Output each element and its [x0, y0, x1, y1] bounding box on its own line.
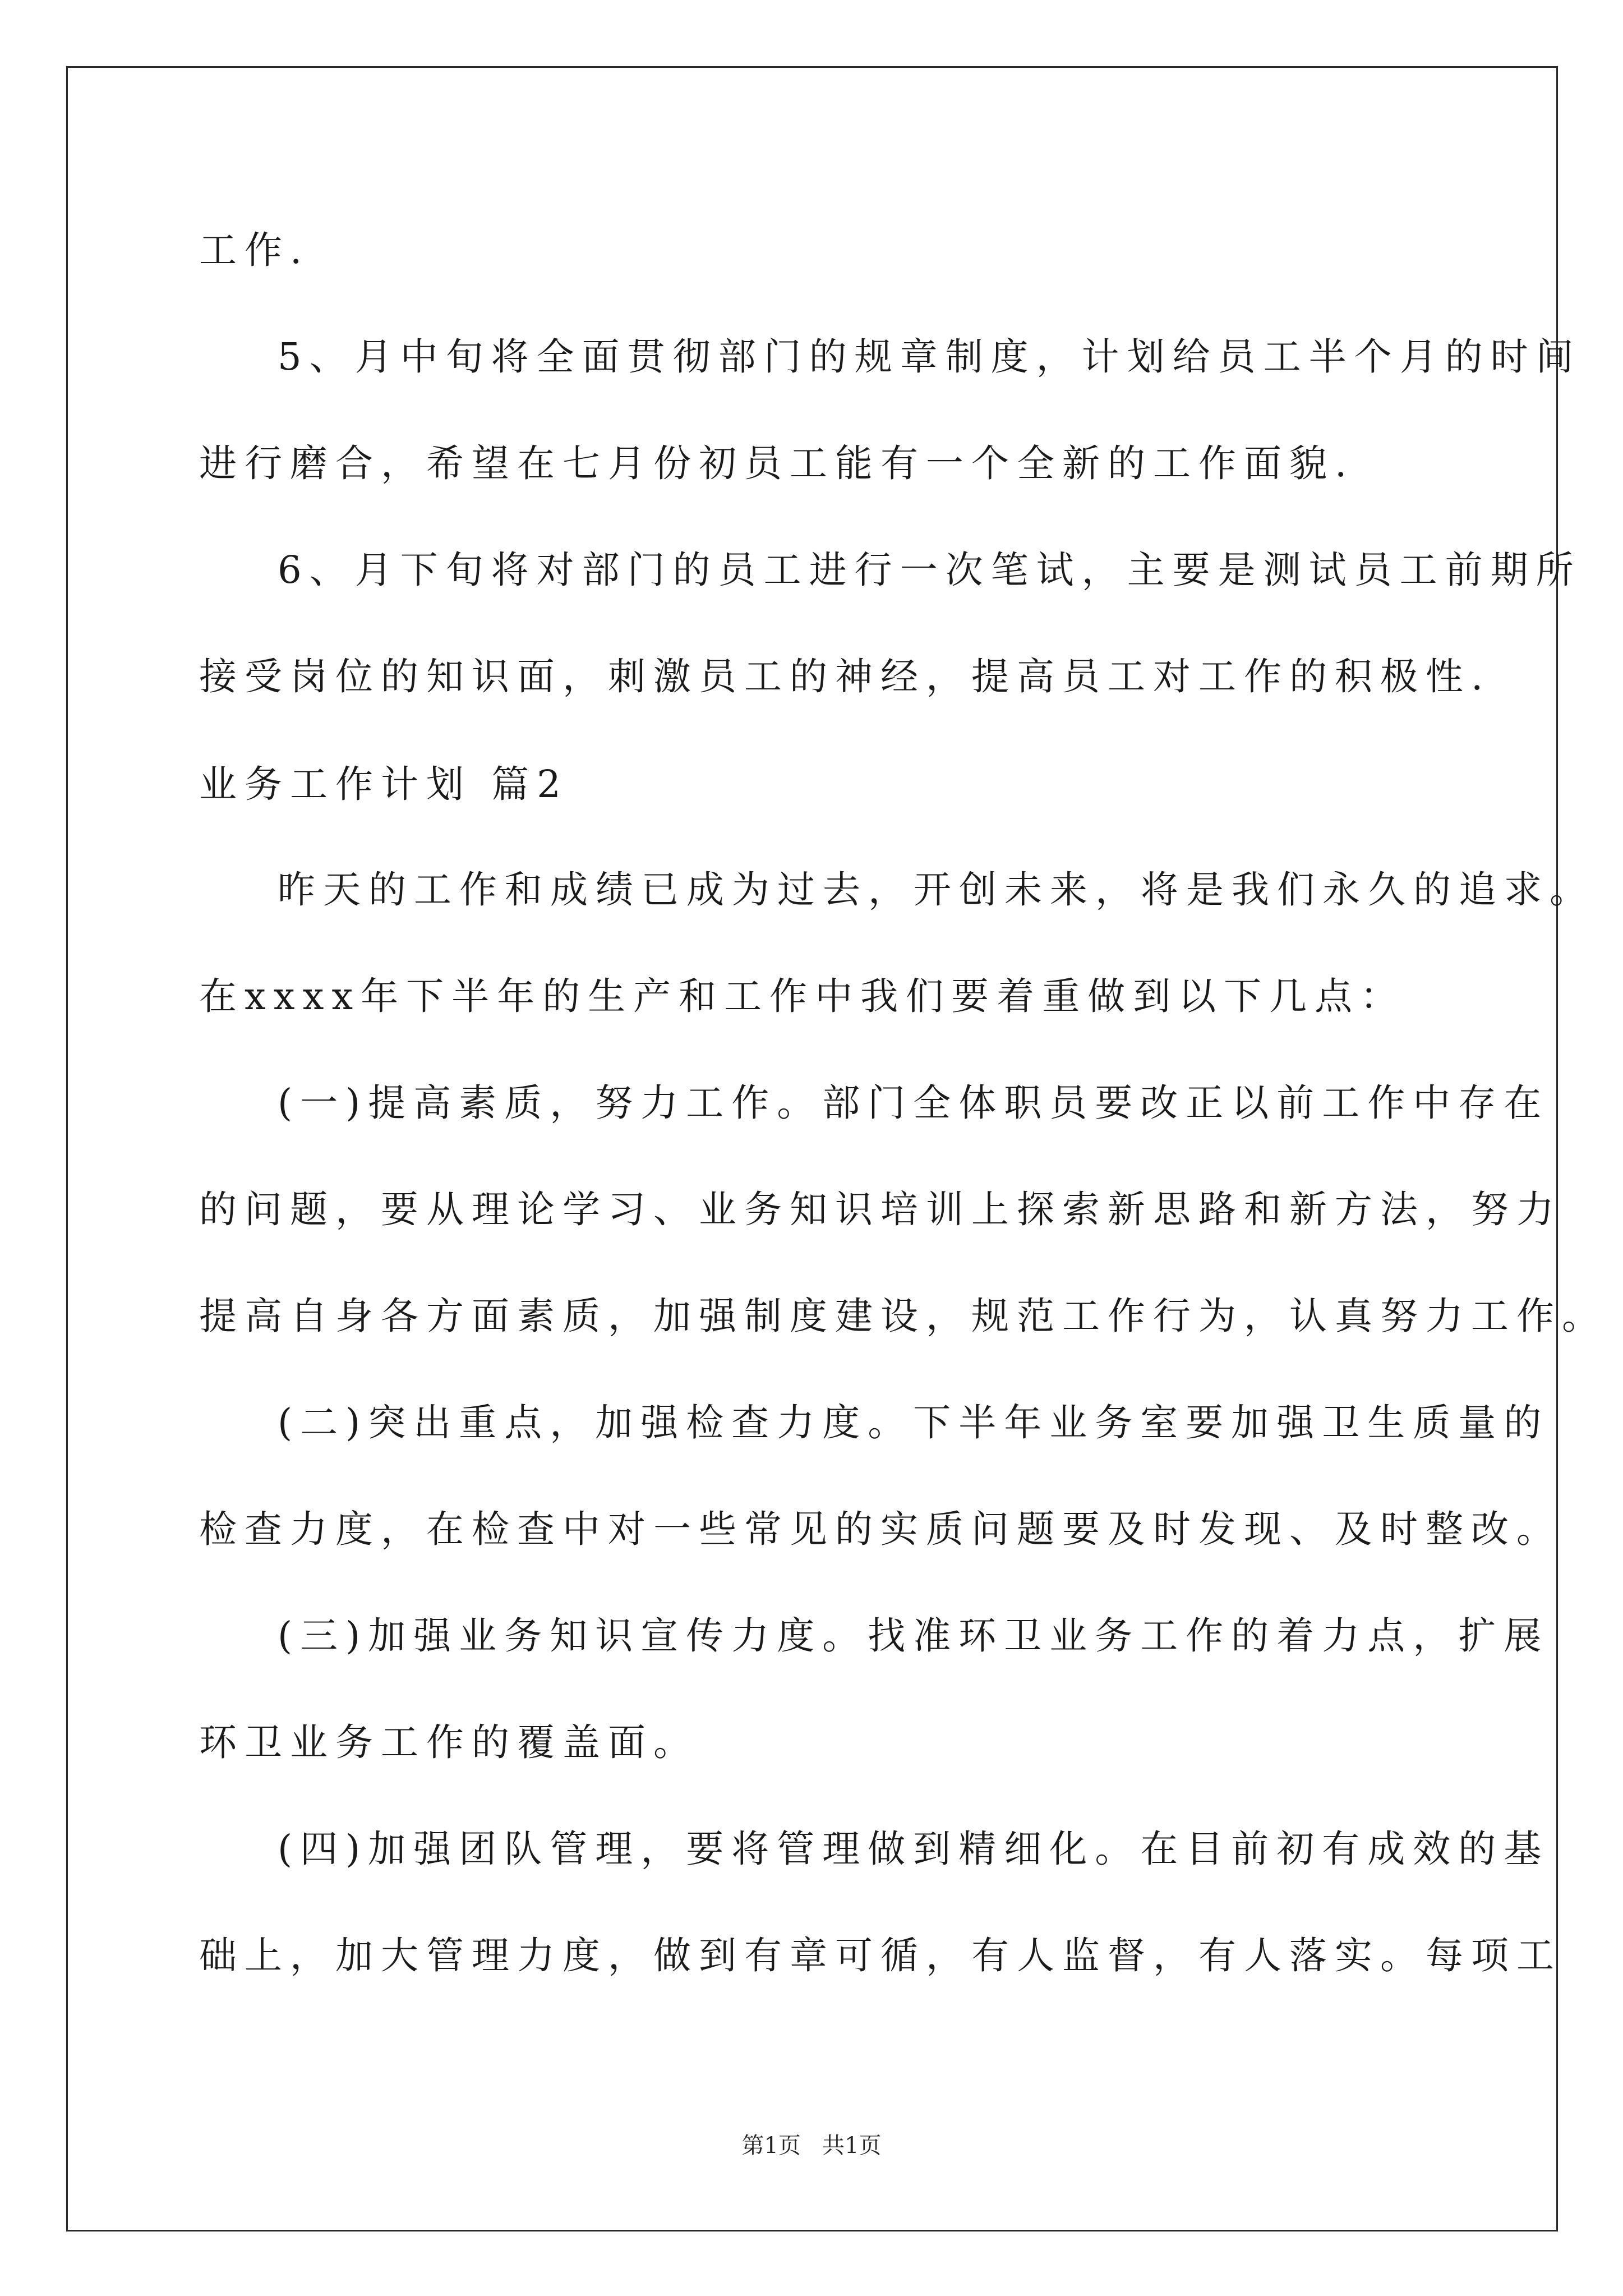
text-line-15: 环卫业务工作的覆盖面。 [199, 1720, 699, 1764]
text-line-5: 接受岗位的知识面，刺激员工的神经，提高员工对工作的积极性. [199, 655, 1491, 698]
page-footer: 第1页 共1页 [741, 2133, 882, 2159]
text-line-12: (二)突出重点，加强检查力度。下半年业务室要加强卫生质量的 [278, 1401, 1550, 1444]
text-line-2: 5、月中旬将全面贯彻部门的规章制度，计划给员工半个月的时间 [278, 335, 1581, 379]
text-line-8: 在xxxx年下半年的生产和工作中我们要着重做到以下几点： [199, 974, 1406, 1018]
text-line-3: 进行磨合，希望在七月份初员工能有一个全新的工作面貌. [199, 441, 1355, 485]
text-line-14: (三)加强业务知识宣传力度。找准环卫业务工作的着力点，扩展 [278, 1614, 1550, 1658]
text-line-11: 提高自身各方面素质，加强制度建设，规范工作行为，认真努力工作。 [199, 1294, 1607, 1338]
text-line-9: (一)提高素质，努力工作。部门全体职员要改正以前工作中存在 [278, 1081, 1550, 1125]
section-heading: 业务工作计划 篇2 [199, 762, 569, 806]
text-line-10: 的问题，要从理论学习、业务知识培训上探索新思路和新方法，努力 [199, 1188, 1562, 1231]
text-line-16: (四)加强团队管理，要将管理做到精细化。在目前初有成效的基 [278, 1827, 1550, 1871]
text-line-7: 昨天的工作和成绩已成为过去，开创未来，将是我们永久的追求。 [278, 868, 1595, 912]
text-line-13: 检查力度，在检查中对一些常见的实质问题要及时发现、及时整改。 [199, 1507, 1562, 1551]
text-line-4: 6、月下旬将对部门的员工进行一次笔试，主要是测试员工前期所 [278, 548, 1581, 592]
text-line-1: 工作. [199, 228, 310, 272]
text-line-17: 础上，加大管理力度，做到有章可循，有人监督，有人落实。每项工 [199, 1934, 1562, 1977]
page-border [66, 66, 1558, 2231]
